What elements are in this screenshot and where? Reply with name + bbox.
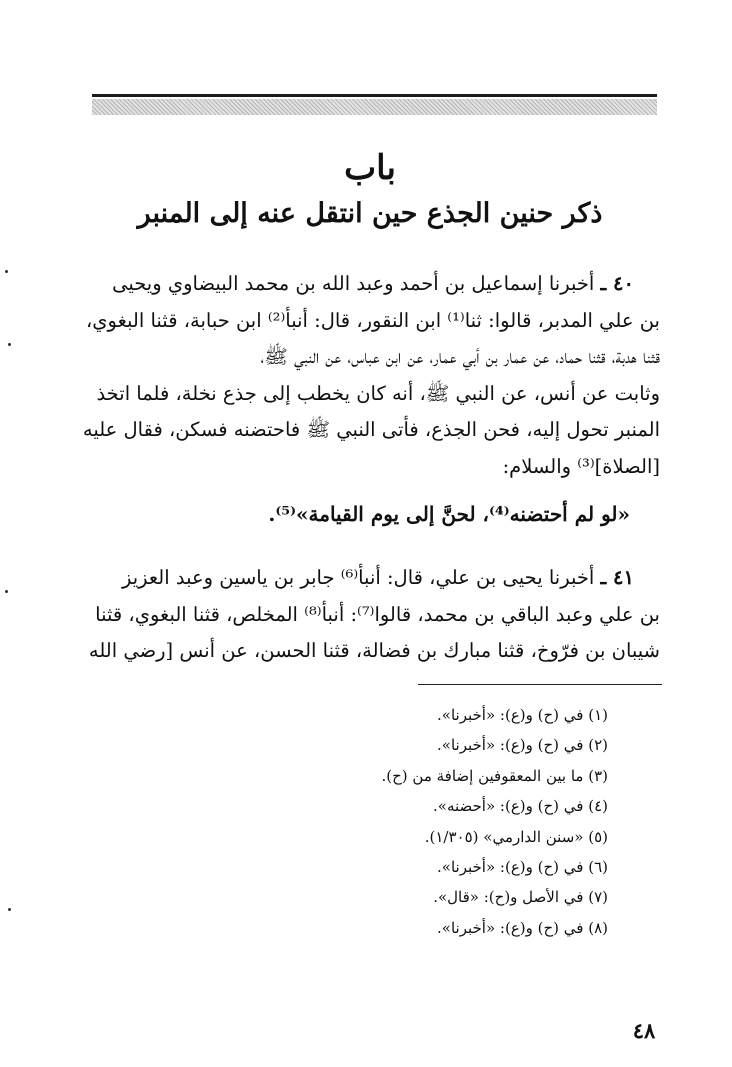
footnote: (٦) في (ح) و(ع): «أخبرنا». xyxy=(437,858,608,877)
paragraph-line: [الصلاة]⁽³⁾ والسلام: xyxy=(502,454,660,478)
footnote: (٥) «سنن الدارمي» (١/٣٠٥). xyxy=(424,827,608,846)
paragraph-line: وثابت عن أنس، عن النبي ﷺ، أنه كان يخطب إلى جذع نخلة، فلما اتخذ xyxy=(96,381,660,405)
chapter-title: باب xyxy=(344,148,396,188)
paragraph-line: بن علي وعبد الباقي بن محمد، قالوا⁽⁷⁾: أنبأ⁽⁸⁾ المخلص، قثنا البغوي، قثنا xyxy=(95,602,660,626)
scan-speck xyxy=(5,270,8,273)
footnote: (١) في (ح) و(ع): «أخبرنا». xyxy=(437,706,608,724)
paragraph-40 xyxy=(82,266,660,485)
scan-speck xyxy=(8,343,11,346)
paragraph-number: ٤٠ ـ xyxy=(600,272,634,295)
header-rule xyxy=(92,94,657,97)
paragraph-line: قثنا هدبة، قثنا حماد، عن عمار بن أبي عمار، عن ابن عباس، عن النبي ﷺ، xyxy=(260,345,660,368)
page-number: ٤٨ xyxy=(632,1018,656,1043)
paragraph-number: ٤١ ـ xyxy=(600,566,634,589)
footnote: (٢) في (ح) و(ع): «أخبرنا». xyxy=(437,736,608,755)
header-ornament-band xyxy=(92,99,657,115)
chapter-subtitle: ذكر حنين الجذع حين انتقل عنه إلى المنبر xyxy=(137,198,603,229)
paragraph-line xyxy=(82,560,660,597)
paragraph-41 xyxy=(82,560,660,670)
footnote-separator xyxy=(418,684,662,685)
paragraph-line xyxy=(82,266,660,303)
paragraph-text: أخبرنا إسماعيل بن أحمد وعبد الله بن محمد البيضاوي ويحيى xyxy=(112,272,595,295)
paragraph-line: المنبر تحول إليه، فحن الجذع، فأتى النبي ﷺ فاحتضنه فسكن، فقال عليه xyxy=(82,418,660,441)
scan-speck xyxy=(5,590,8,593)
footnote: (٣) ما بين المعقوفين إضافة من (ح). xyxy=(381,766,608,785)
scan-speck xyxy=(8,908,11,911)
paragraph-line: شيبان بن فرّوخ، قثنا مبارك بن فضالة، قثنا الحسن، عن أنس [رضي الله xyxy=(88,639,660,662)
footnote: (٤) في (ح) و(ع): «أحضنه». xyxy=(433,797,608,816)
footnote: (٨) في (ح) و(ع): «أخبرنا». xyxy=(437,918,608,937)
paragraph-text: أخبرنا يحيى بن علي، قال: أنبأ⁽⁶⁾ جابر بن ياسين وعبد العزيز xyxy=(121,566,595,589)
footnotes xyxy=(288,700,608,943)
footnote: (٧) في الأصل و(ح): «قال». xyxy=(433,888,608,907)
hadith-quote: «لو لم أحتضنه⁽⁴⁾، لحنَّ إلى يوم القيامة»⁽⁵⁾. xyxy=(268,502,630,526)
paragraph-line: بن علي المدبر، قالوا: ثنا⁽¹⁾ ابن النقور، قال: أنبأ⁽²⁾ ابن حبابة، قثنا البغوي، xyxy=(86,308,660,332)
